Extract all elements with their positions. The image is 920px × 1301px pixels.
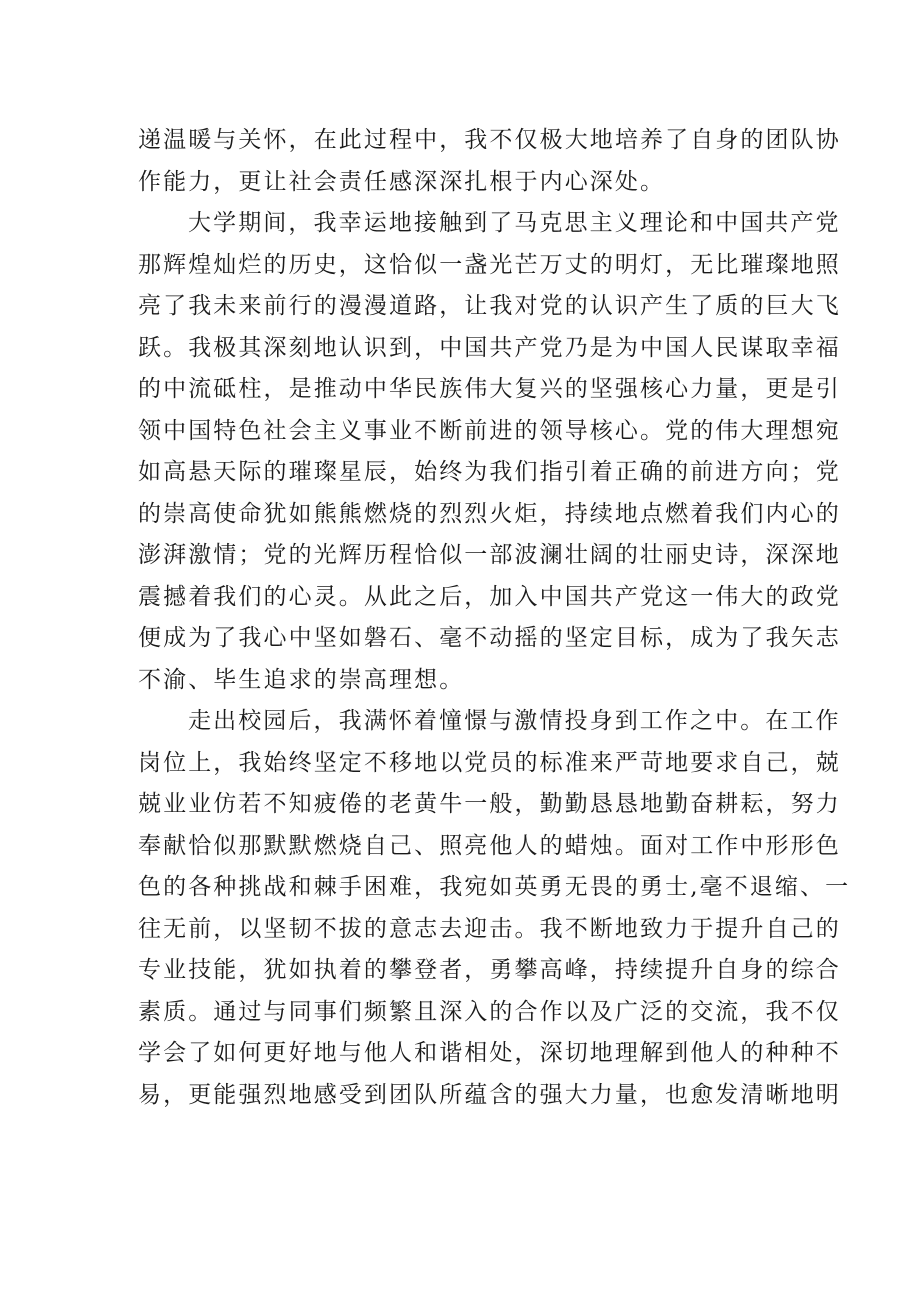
paragraph-2-line-11: 便成为了我心中坚如磐石、毫不动摇的坚定目标，成为了我矢志 (138, 625, 841, 651)
paragraph-2-line-1: 大学期间，我幸运地接触到了马克思主义理论和中国共产党 (188, 210, 841, 236)
paragraph-3-line-8: 素质。通过与同事们频繁且深入的合作以及广泛的交流，我不仅 (138, 998, 841, 1025)
paragraph-2-line-2: 那辉煌灿烂的历史，这恰似一盏光芒万丈的明灯，无比璀璨地照 (138, 251, 841, 278)
paragraph-3-line-6: 往无前，以坚韧不拔的意志去迎击。我不断地致力于提升自己的 (138, 915, 841, 942)
paragraph-2-line-8: 的崇高使命犹如熊熊燃烧的烈烈火炬，持续地点燃着我们内心的 (138, 500, 841, 527)
paragraph-3-line-9: 学会了如何更好地与他人和谐相处，深切地理解到他人的种种不 (138, 1040, 841, 1066)
paragraph-2-line-10: 震撼着我们的心灵。从此之后，加入中国共产党这一伟大的政党 (138, 583, 841, 610)
paragraph-3-line-10: 易，更能强烈地感受到团队所蕴含的强大力量，也愈发清晰地明 (138, 1081, 841, 1108)
paragraph-2-line-12: 不渝、毕生追求的崇高理想。 (138, 666, 465, 693)
paragraph-2-line-7: 如高悬天际的璀璨星辰，始终为我们指引着正确的前进方向；党 (138, 459, 841, 485)
paragraph-3-line-3: 兢业业仿若不知疲倦的老黄牛一般，勤勤恳恳地勤奋耕耘，努力 (138, 791, 841, 817)
body-text (138, 120, 851, 1116)
paragraph-3-line-5: 色的各种挑战和棘手困难，我宛如英勇无畏的勇士,毫不退缩、一 (138, 874, 851, 900)
paragraph-1-line-2: 作能力，更让社会责任感深深扎根于内心深处。 (138, 168, 666, 195)
paragraph-2-line-4: 跃。我极其深刻地认识到，中国共产党乃是为中国人民谋取幸福 (138, 334, 841, 361)
paragraph-2-line-3: 亮了我未来前行的漫漫道路，让我对党的认识产生了质的巨大飞 (138, 293, 841, 319)
paragraph-2-line-6: 领中国特色社会主义事业不断前进的领导核心。党的伟大理想宛 (138, 417, 841, 444)
paragraph-3-line-2: 岗位上，我始终坚定不移地以党员的标准来严苛地要求自己，兢 (138, 749, 841, 776)
paragraph-3-line-7: 专业技能，犹如执着的攀登者，勇攀高峰，持续提升自身的综合 (138, 957, 841, 983)
paragraph-1-line-1: 递温暖与关怀，在此过程中，我不仅极大地培养了自身的团队协 (138, 127, 841, 153)
paragraph-2-line-5: 的中流砥柱，是推动中华民族伟大复兴的坚强核心力量，更是引 (138, 376, 841, 402)
paragraph-3-line-4: 奉献恰似那默默燃烧自己、照亮他人的蜡烛。面对工作中形形色 (138, 832, 841, 859)
paragraph-2-line-9: 澎湃激情；党的光辉历程恰似一部波澜壮阔的壮丽史诗，深深地 (138, 542, 841, 568)
paragraph-3-line-1: 走出校园后，我满怀着憧憬与激情投身到工作之中。在工作 (188, 708, 841, 734)
